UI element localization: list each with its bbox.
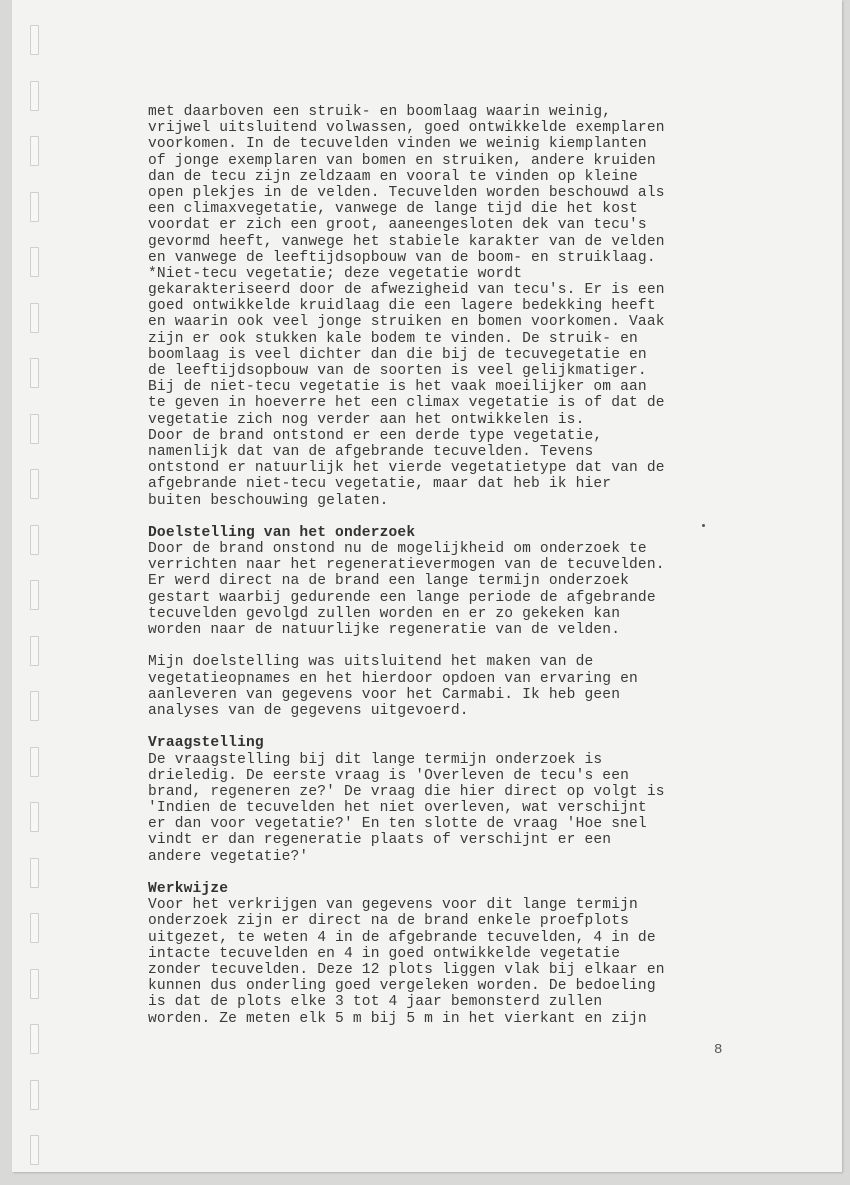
binding-hole [30, 469, 39, 499]
text-line: er dan voor vegetatie?' En ten slotte de vraag 'Hoe snel [148, 816, 647, 833]
text-line: is dat de plots elke 3 tot 4 jaar bemonsterd zullen [148, 994, 603, 1011]
binding-hole [30, 136, 39, 166]
doelstelling-paragraph-2 [148, 654, 728, 719]
page-number: 8 [714, 1042, 723, 1058]
text-line: te geven in hoeverre het een climax vegetatie is of dat de [148, 395, 665, 412]
binding-hole [30, 192, 39, 222]
binding-hole [30, 247, 39, 277]
text-line: analyses van de gegevens uitgevoerd. [148, 702, 469, 719]
text-line: goed ontwikkelde kruidlaag die een lagere bedekking heeft [148, 298, 656, 315]
text-line: de leeftijdsopbouw van de soorten is veel gelijkmatiger. [148, 363, 647, 379]
text-line: Bij de niet-tecu vegetatie is het vaak moeilijker om aan [148, 379, 647, 396]
text-line: kunnen dus onderling goed vergeleken worden. De bedoeling [148, 978, 656, 995]
document-page [12, 0, 842, 1172]
binding-hole [30, 747, 39, 777]
text-line: met daarboven een struik- en boomlaag waarin weinig, [148, 104, 612, 120]
binding-hole [30, 691, 39, 721]
doelstelling-paragraph-1 [148, 541, 728, 638]
text-line: ontstond er natuurlijk het vierde vegetatietype dat van de [148, 460, 665, 477]
text-line: voordat er zich een groot, aaneengesloten dek van tecu's [148, 217, 647, 234]
binding-hole [30, 858, 39, 888]
text-line: of jonge exemplaren van bomen en struiken, andere kruiden [148, 152, 656, 169]
text-line: buiten beschouwing gelaten. [148, 492, 389, 509]
text-line: open plekjes in de velden. Tecuvelden worden beschouwd als [148, 184, 665, 201]
text-line: Mijn doelstelling was uitsluitend het maken van de [148, 654, 594, 671]
text-line: drieledig. De eerste vraag is 'Overleven de tecu's een [148, 767, 630, 784]
text-line: worden. Ze meten elk 5 m bij 5 m in het vierkant en zijn [148, 1010, 647, 1027]
binding-hole [30, 1024, 39, 1054]
text-line: vrijwel uitsluitend volwassen, goed ontwikkelde exemplaren [148, 120, 665, 137]
text-line: dan de tecu zijn zeldzaam en vooral te vinden op kleine [148, 168, 638, 185]
text-line: gekarakteriseerd door de afwezigheid van tecu's. Er is een [148, 282, 665, 299]
page-body [148, 104, 728, 1027]
text-line: boomlaag is veel dichter dan die bij de tecuvegetatie en [148, 346, 647, 363]
text-line: vegetatie zich nog verder aan het ontwikkelen is. [148, 411, 585, 428]
text-line: gestart waarbij gedurende een lange periode de afgebrande [148, 589, 656, 606]
text-line: zonder tecuvelden. Deze 12 plots liggen vlak bij elkaar en [148, 961, 665, 978]
text-line: verrichten naar het regeneratievermogen van de tecuvelden. [148, 557, 665, 574]
vraagstelling-paragraph [148, 752, 728, 865]
text-line: Voor het verkrijgen van gegevens voor dit lange termijn [148, 897, 638, 914]
binding-hole [30, 1135, 39, 1165]
binding-hole [30, 580, 39, 610]
text-line: Door de brand ontstond er een derde type vegetatie, [148, 427, 603, 444]
text-line: Er werd direct na de brand een lange termijn onderzoek [148, 573, 630, 590]
werkwijze-paragraph [148, 897, 728, 1027]
binding-hole [30, 969, 39, 999]
heading-vraagstelling: Vraagstelling [148, 735, 264, 752]
binding-hole [30, 525, 39, 555]
text-line: Door de brand onstond nu de mogelijkheid om onderzoek te [148, 541, 647, 558]
binding-hole [30, 1080, 39, 1110]
binding-hole [30, 358, 39, 388]
heading-werkwijze: Werkwijze [148, 881, 229, 897]
text-line: vegetatieopnames en het hierdoor opdoen van ervaring en [148, 670, 638, 687]
intro-paragraph [148, 104, 728, 509]
text-line: intacte tecuvelden en 4 in goed ontwikkelde vegetatie [148, 945, 621, 962]
text-line: een climaxvegetatie, vanwege de lange tijd die het kost [148, 201, 638, 218]
text-line: *Niet-tecu vegetatie; deze vegetatie wordt [148, 265, 523, 282]
text-line: en vanwege de leeftijdsopbouw van de boom- en struiklaag. [148, 249, 656, 266]
binding-hole [30, 25, 39, 55]
text-line: brand, regeneren ze?' De vraag die hier direct op volgt is [148, 783, 665, 800]
text-line: De vraagstelling bij dit lange termijn onderzoek is [148, 751, 603, 768]
text-line: voorkomen. In de tecuvelden vinden we weinig kiemplanten [148, 136, 647, 153]
text-line: worden naar de natuurlijke regeneratie van de velden. [148, 622, 621, 638]
text-line: en waarin ook veel jonge struiken en bomen voorkomen. Vaak [148, 314, 665, 331]
binding-hole [30, 303, 39, 333]
text-line: tecuvelden gevolgd zullen worden en er zo gekeken kan [148, 605, 621, 622]
text-line: andere vegetatie?' [148, 848, 309, 865]
binding-hole [30, 802, 39, 832]
text-line: aanleveren van gegevens voor het Carmabi. Ik heb geen [148, 686, 621, 703]
text-line: zijn er ook stukken kale bodem te vinden. De struik- en [148, 330, 638, 347]
binding-holes [30, 0, 42, 1172]
text-line: gevormd heeft, vanwege het stabiele karakter van de velden [148, 233, 665, 250]
text-line: uitgezet, te weten 4 in de afgebrande tecuvelden, 4 in de [148, 929, 656, 946]
text-line: namenlijk dat van de afgebrande tecuvelden. Tevens [148, 443, 594, 460]
binding-hole [30, 913, 39, 943]
text-line: vindt er dan regeneratie plaats of verschijnt er een [148, 832, 612, 849]
text-line: onderzoek zijn er direct na de brand enkele proefplots [148, 913, 630, 930]
binding-hole [30, 414, 39, 444]
ink-speck [702, 524, 705, 527]
text-line: 'Indien de tecuvelden het niet overleven, wat verschijnt [148, 800, 647, 817]
heading-doelstelling: Doelstelling van het onderzoek [148, 524, 416, 541]
binding-hole [30, 636, 39, 666]
text-line: afgebrande niet-tecu vegetatie, maar dat heb ik hier [148, 476, 612, 493]
binding-hole [30, 81, 39, 111]
